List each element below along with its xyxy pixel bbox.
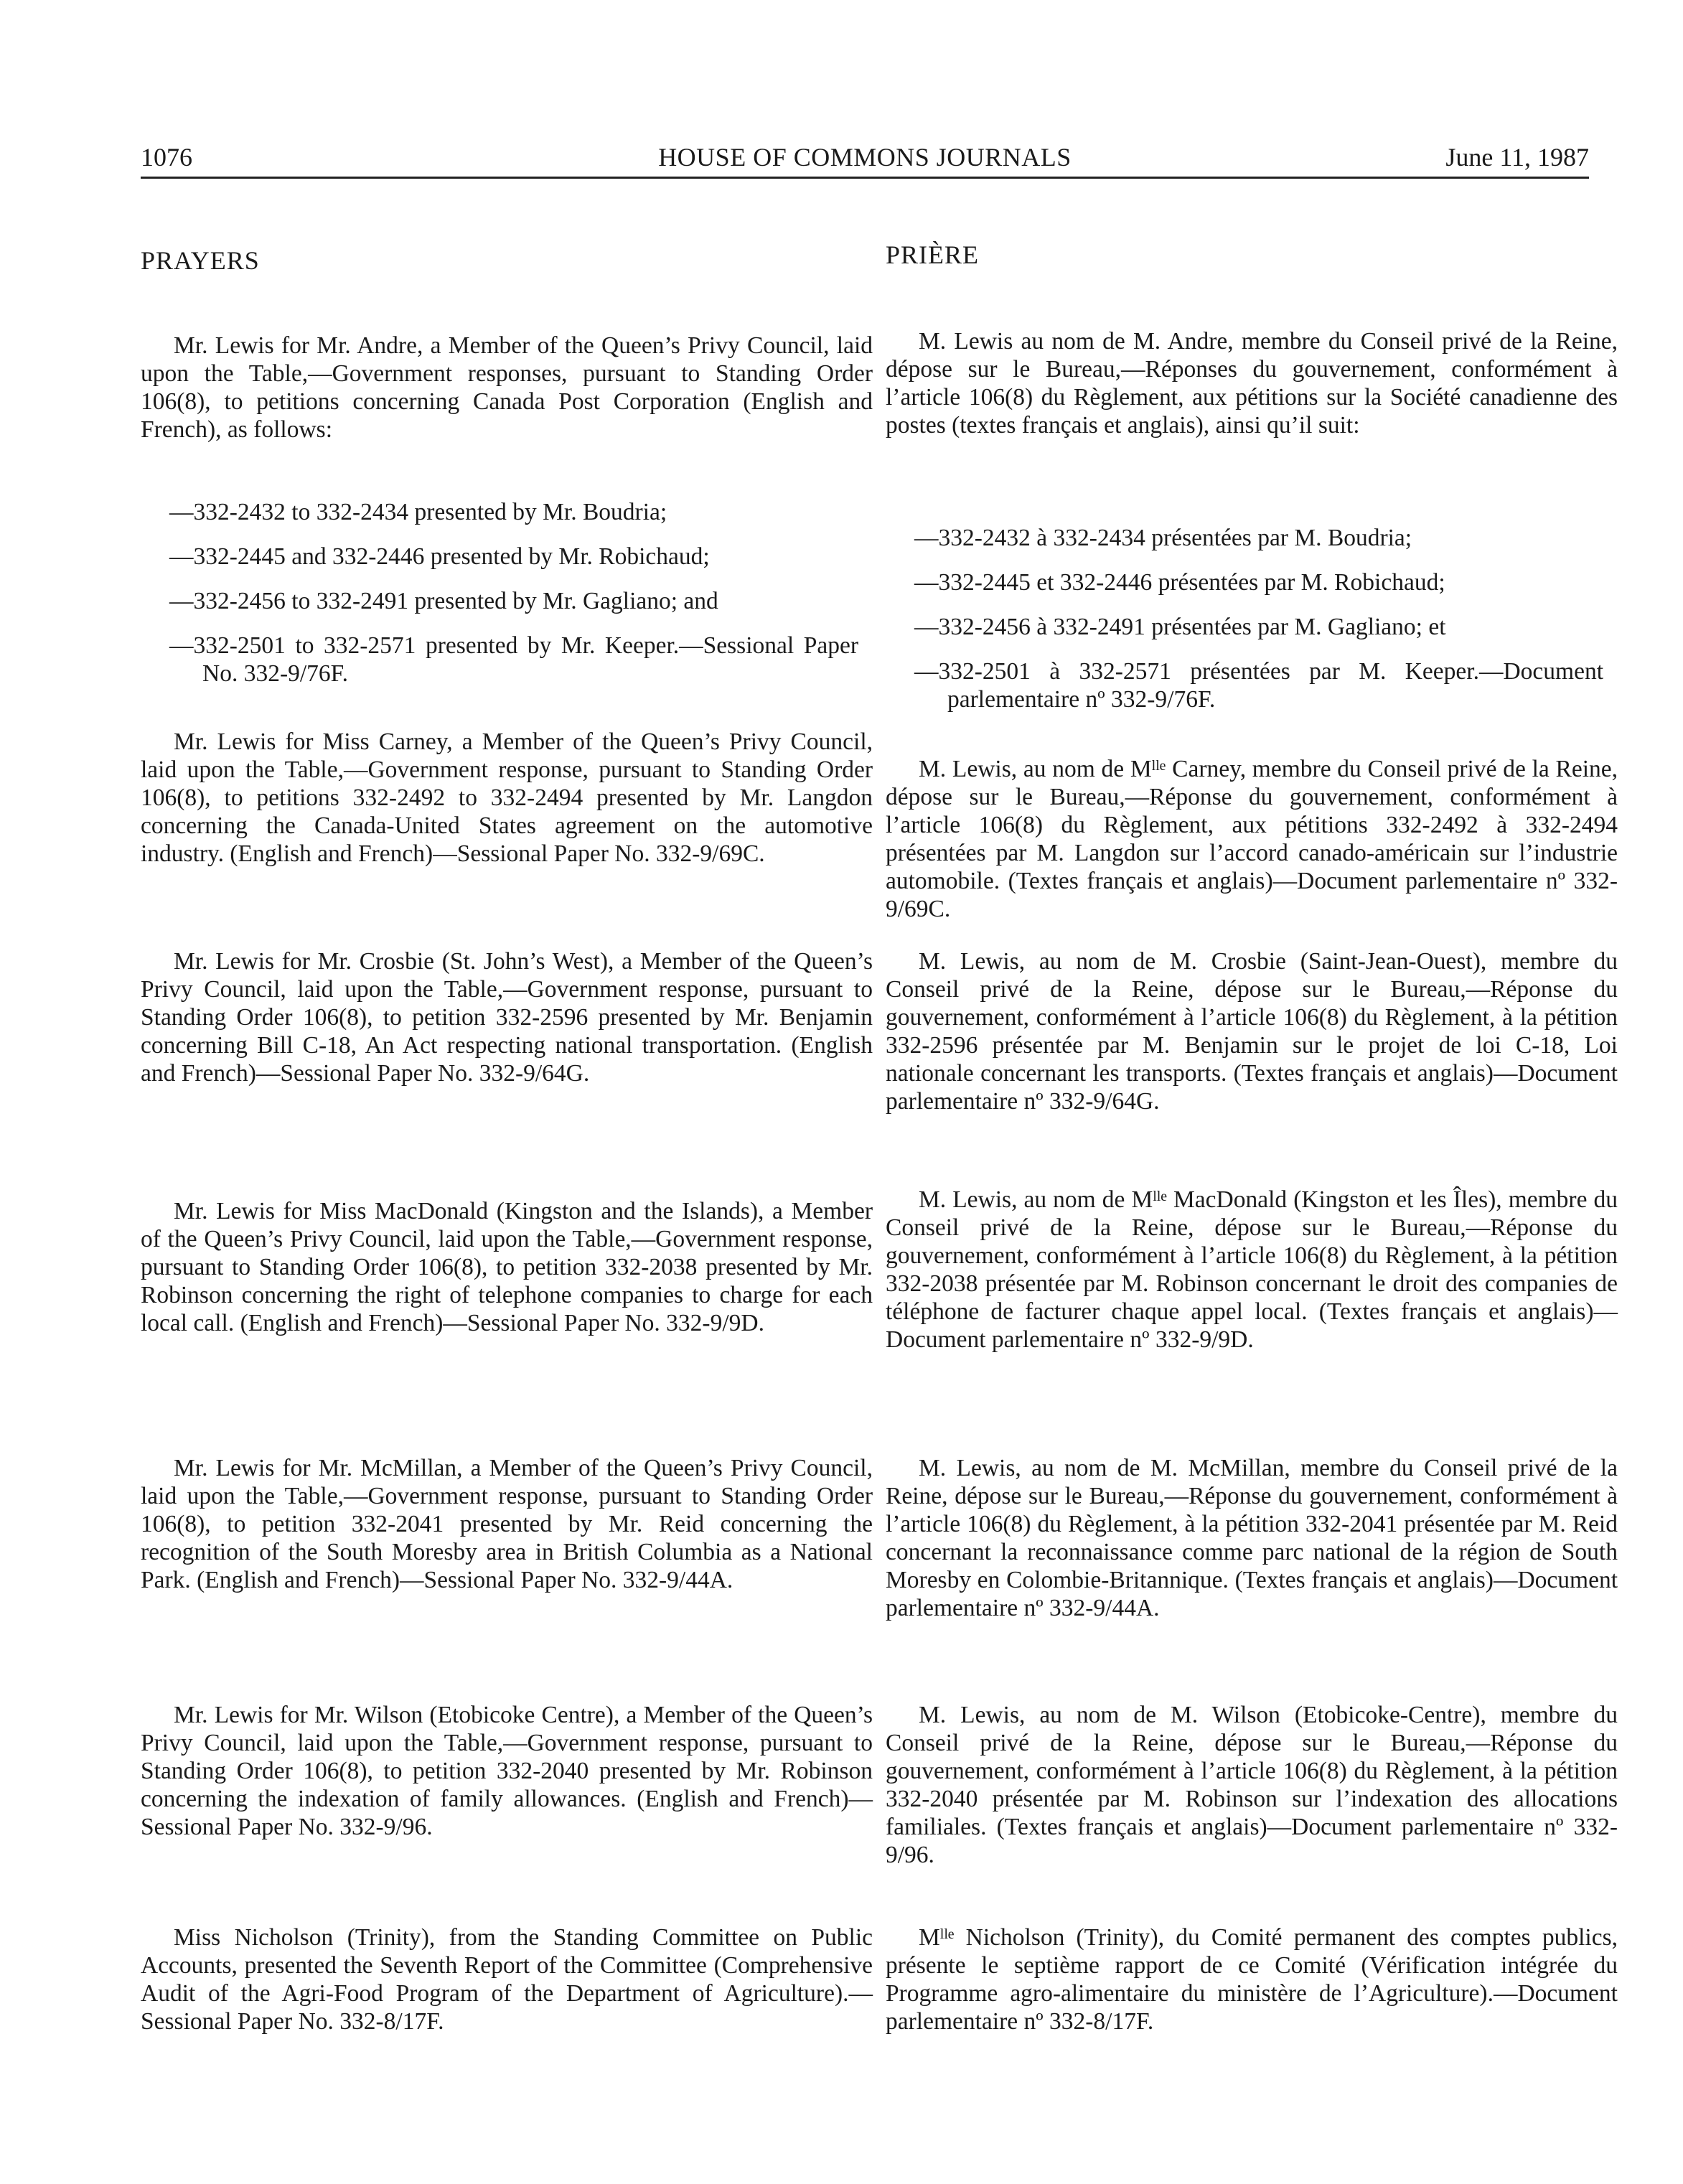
section-heading: PRAYERS [141, 246, 260, 275]
page-header [141, 131, 1589, 179]
list-item: —332-2432 à 332-2434 présentées par M. Boudria; [914, 525, 1412, 551]
paragraph: M. Lewis, au nom de Mˡˡᵉ MacDonald (Kingston et les Îles), membre du Conseil privé de la Reine, dépose sur le Bureau,—Réponse du gouvernement, conformément à l’article 106(8) du Règlement, à la pétition 332-2038 présentée par M. Robinson concernant le droit des companies de téléphone de facturer chaque appel local. (Textes français et anglais)—Document parlementaire nº 332-9/9D. [886, 1186, 1618, 1353]
paragraph: Mr. Lewis for Mr. Andre, a Member of the Queen’s Privy Council, laid upon the Table,—Government responses, pursuant to Standing Order 106(8), to petitions concerning Canada Post Corporation (English and French), as follows: [141, 332, 873, 443]
paragraph: Mˡˡᵉ Nicholson (Trinity), du Comité permanent des comptes publics, présente le septième rapport de ce Comité (Vérification intégrée du Programme agro-alimentaire du ministère de l’Agriculture).—Document parlementaire nº 332-8/17F. [886, 1924, 1618, 2035]
paragraph: Mr. Lewis for Miss MacDonald (Kingston and the Islands), a Member of the Queen’s Privy Council, laid upon the Table,—Government response, pursuant to Standing Order 106(8), to petition 332-2038 presented by Mr. Robinson concerning the right of telephone companies to charge for each local call. (English and French)—Sessional Paper No. 332-9/9D. [141, 1198, 873, 1336]
paragraph: M. Lewis, au nom de Mˡˡᵉ Carney, membre du Conseil privé de la Reine, dépose sur le Bureau,—Réponse du gouvernement, conformément à l’article 106(8) du Règlement, aux pétitions 332-2492 à 332-2494 présentées par M. Langdon sur l’accord canado-américain sur l’industrie automobile. (Textes français et anglais)—Document parlementaire nº 332-9/69C. [886, 756, 1618, 922]
journal-title: HOUSE OF COMMONS JOURNALS [658, 143, 1072, 172]
section-heading: PRIÈRE [886, 240, 980, 269]
list-item: —332-2456 à 332-2491 présentées par M. Gagliano; et [914, 614, 1446, 640]
paragraph: Mr. Lewis for Miss Carney, a Member of the Queen’s Privy Council, laid upon the Table,—Government response, pursuant to Standing Order 106(8), to petitions 332-2492 to 332-2494 presented by Mr. Langdon concerning the Canada-United States agreement on the automotive industry. (English and French)—Sessional Paper No. 332-9/69C. [141, 728, 873, 867]
paragraph: Mr. Lewis for Mr. Wilson (Etobicoke Centre), a Member of the Queen’s Privy Council, laid upon the Table,—Government response, pursuant to Standing Order 106(8), to petition 332-2040 presented by Mr. Robinson concerning the indexation of family allowances. (English and French)—Sessional Paper No. 332-9/96. [141, 1702, 873, 1840]
paragraph: Mr. Lewis for Mr. Crosbie (St. John’s West), a Member of the Queen’s Privy Council, laid upon the Table,—Government response, pursuant to Standing Order 106(8), to petition 332-2596 presented by Mr. Benjamin concerning Bill C-18, An Act respecting national transportation. (English and French)—Sessional Paper No. 332-9/64G. [141, 948, 873, 1087]
list-item: —332-2432 to 332-2434 presented by Mr. Boudria; [169, 499, 667, 525]
paragraph: Miss Nicholson (Trinity), from the Standing Committee on Public Accounts, presented the Seventh Report of the Committee (Comprehensive Audit of the Agri-Food Program of the Department of Agriculture).—Sessional Paper No. 332-8/17F. [141, 1924, 873, 2035]
paragraph: M. Lewis au nom de M. Andre, membre du Conseil privé de la Reine, dépose sur le Bureau,—Réponses du gouvernement, conformément à l’article 106(8) du Règlement, aux pétitions sur la Société canadienne des postes (textes français et anglais), ainsi qu’il suit: [886, 328, 1618, 439]
paragraph: M. Lewis, au nom de M. McMillan, membre du Conseil privé de la Reine, dépose sur le Bureau,—Réponse du gouvernement, conformément à l’article 106(8) du Règlement, à la pétition 332-2041 présentée par M. Reid concernant la reconnaissance comme parc national de la région de South Moresby en Colombie-Britannique. (Textes français et anglais)—Document parlementaire nº 332-9/44A. [886, 1455, 1618, 1621]
paragraph: Mr. Lewis for Mr. McMillan, a Member of the Queen’s Privy Council, laid upon the Table,—Government response, pursuant to Standing Order 106(8), to petition 332-2041 presented by Mr. Reid concerning the recognition of the South Moresby area in British Columbia as a National Park. (English and French)—Sessional Paper No. 332-9/44A. [141, 1455, 873, 1593]
list-item: —332-2501 to 332-2571 presented by Mr. Keeper.—Sessional Paper No. 332-9/76F. [169, 632, 858, 687]
list-item: —332-2445 et 332-2446 présentées par M. Robichaud; [914, 569, 1445, 596]
journal-date: June 11, 1987 [1445, 143, 1589, 172]
page-number: 1076 [141, 143, 192, 172]
paragraph: M. Lewis, au nom de M. Wilson (Etobicoke-Centre), membre du Conseil privé de la Reine, dépose sur le Bureau,—Réponse du gouvernement, conformément à l’article 106(8) du Règlement, à la pétition 332-2040 présentée par M. Robinson sur l’indexation des allocations familiales. (Textes français et anglais)—Document parlementaire nº 332-9/96. [886, 1702, 1618, 1868]
list-item: —332-2456 to 332-2491 presented by Mr. Gagliano; and [169, 588, 718, 614]
list-item: —332-2445 and 332-2446 presented by Mr. Robichaud; [169, 543, 710, 570]
list-item: —332-2501 à 332-2571 présentées par M. Keeper.—Document parlementaire nº 332-9/76F. [914, 658, 1603, 713]
paragraph: M. Lewis, au nom de M. Crosbie (Saint-Jean-Ouest), membre du Conseil privé de la Reine, dépose sur le Bureau,—Réponse du gouvernement, conformément à l’article 106(8) du Règlement, à la pétition 332-2596 présentée par M. Benjamin sur le projet de loi C-18, Loi nationale concernant les transports. (Textes français et anglais)—Document parlementaire nº 332-9/64G. [886, 948, 1618, 1115]
